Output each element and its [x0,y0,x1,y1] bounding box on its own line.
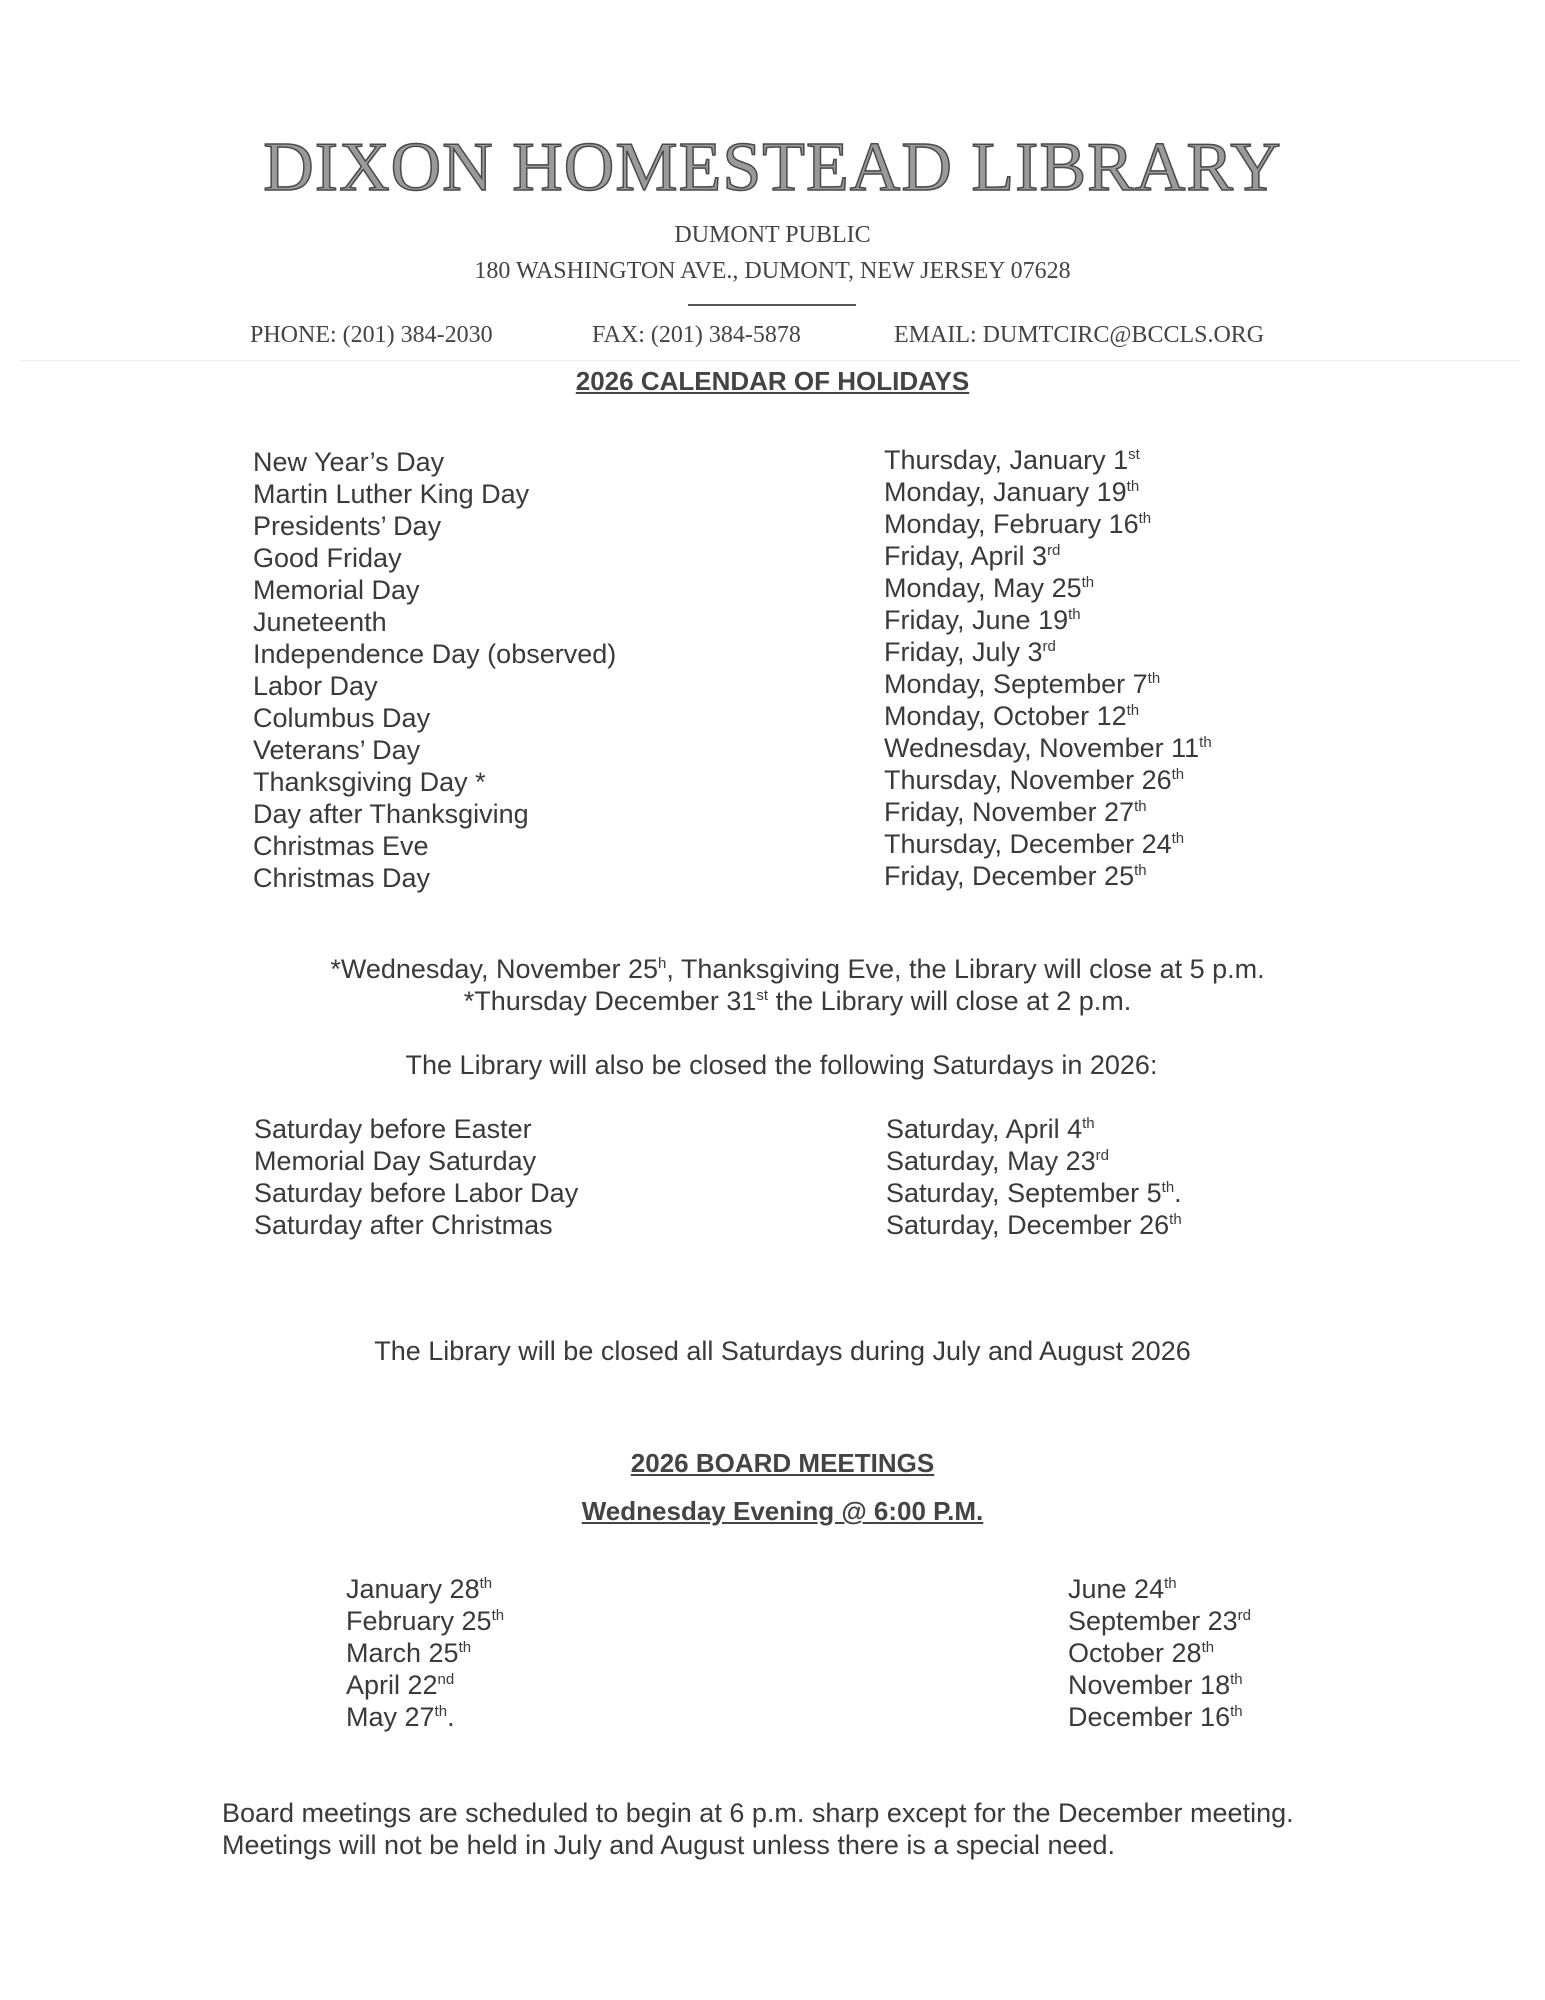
holiday-name-cell [253,542,402,574]
saturday-date-cell [886,1177,1182,1209]
holiday-name: New Year’s Day [253,447,445,477]
board-meeting-right [1068,1573,1177,1605]
holiday-name: Juneteenth [253,607,387,637]
holiday-date-suffix: st [1128,446,1140,463]
meeting-date: June 24 [1068,1574,1165,1604]
holiday-date-cell [884,540,1060,572]
saturday-date: Saturday, April 4 [886,1114,1083,1144]
holiday-date-suffix: rd [1042,638,1056,655]
holiday-date: Friday, July 3 [884,637,1043,667]
board-meeting-right [1068,1669,1243,1701]
holiday-name: Good Friday [253,543,402,573]
holiday-name-cell [253,446,444,478]
meeting-date: April 22 [346,1670,438,1700]
thanksgiving-eve-note [0,954,1545,985]
holiday-date: Friday, November 27 [884,797,1135,827]
holiday-date-cell [884,764,1184,796]
note-text: , Thanksgiving Eve, the Library will close at 5 p.m. [666,954,1265,984]
saturday-name: Saturday before Labor Day [254,1178,579,1208]
meeting-date: February 25 [346,1606,492,1636]
holiday-date-cell [884,796,1147,828]
saturday-date: Saturday, December 26 [886,1210,1170,1240]
board-footer-line-2: Meetings will not be held in July and August unless there is a special need. [222,1830,1116,1860]
holiday-date: Thursday, January 1 [884,445,1129,475]
holiday-date-suffix: th [1138,510,1152,527]
header-divider [688,304,856,306]
holiday-date: Friday, June 19 [884,605,1069,635]
meeting-date-suffix: th [491,1607,505,1624]
holiday-date: Monday, January 19 [884,477,1127,507]
holiday-date: Thursday, November 26 [884,765,1172,795]
board-footer-line-1: Board meetings are scheduled to begin at 6 p.m. sharp except for the December meeting. [222,1798,1294,1828]
board-meeting-right [1068,1637,1214,1669]
meeting-date-suffix: th [434,1703,448,1720]
board-meeting-left [346,1701,455,1733]
meeting-date-suffix: rd [1237,1607,1251,1624]
holiday-date-suffix: th [1081,574,1095,591]
holiday-date-cell [884,604,1081,636]
saturday-name-cell [254,1113,532,1145]
saturday-name: Memorial Day Saturday [254,1146,537,1176]
board-subheading: Wednesday Evening @ 6:00 P.M. [581,1496,984,1526]
saturday-date-cell [886,1145,1109,1177]
meeting-date-suffix: th [1201,1639,1215,1656]
holiday-name: Independence Day (observed) [253,639,617,669]
meeting-date-suffix: nd [437,1671,455,1688]
holiday-date: Monday, September 7 [884,669,1148,699]
holiday-date-cell [884,476,1139,508]
holiday-date-cell [884,636,1056,668]
meeting-date-suffix: th [1164,1575,1177,1592]
holidays-heading: 2026 CALENDAR OF HOLIDAYS [575,366,970,396]
holiday-date: Friday, April 3 [884,541,1048,571]
holiday-name: Labor Day [253,671,378,701]
library-address: 180 WASHINGTON AVE., DUMONT, NEW JERSEY 07628 [474,258,1071,284]
saturdays-intro: The Library will also be closed the following Saturdays in 2026: [405,1050,1158,1080]
holiday-name: Memorial Day [253,575,420,605]
holiday-date-suffix: th [1134,862,1147,879]
email-address: EMAIL: DUMTCIRC@BCCLS.ORG [894,322,1265,348]
holiday-date: Wednesday, November 11 [884,733,1200,763]
board-meeting-right [1068,1605,1251,1637]
holiday-name-cell [253,638,616,670]
board-heading: 2026 BOARD MEETINGS [630,1448,935,1478]
holiday-date-suffix: th [1171,830,1185,847]
holiday-name-cell [253,670,378,702]
scan-line [20,360,1520,361]
saturday-date: Saturday, September 5 [886,1178,1162,1208]
note-text: *Thursday December 31 [463,986,757,1016]
saturday-date-cell [886,1113,1095,1145]
holiday-name: Christmas Eve [253,831,429,861]
library-name: DIXON HOMESTEAD LIBRARY [263,129,1282,206]
meeting-date: December 16 [1068,1702,1231,1732]
holiday-name-cell [253,702,430,734]
holiday-date: Monday, February 16 [884,509,1139,539]
meeting-date: January 28 [346,1574,480,1604]
saturday-date: Saturday, May 23 [886,1146,1096,1176]
holiday-date-suffix: th [1199,734,1212,751]
holiday-date-suffix: th [1068,606,1081,623]
meeting-date-suffix: th [1230,1671,1243,1688]
saturday-date-suffix: th [1169,1211,1182,1228]
holiday-name-cell [253,766,486,798]
saturday-date-suffix: th [1161,1179,1175,1196]
note-suffix: st [756,987,769,1004]
holiday-date-suffix: th [1126,478,1140,495]
holiday-name: Thanksgiving Day * [253,767,486,797]
holiday-name-cell [253,734,420,766]
holiday-name-cell [253,830,429,862]
holiday-date-cell [884,572,1094,604]
holiday-date-cell [884,860,1147,892]
holiday-name: Veterans’ Day [253,735,421,765]
holiday-date: Friday, December 25 [884,861,1135,891]
saturday-name: Saturday before Easter [254,1114,532,1144]
note-suffix: h [658,955,667,972]
board-meeting-right [1068,1701,1243,1733]
holiday-date-cell [884,444,1140,476]
saturday-date-tail: . [1174,1178,1182,1208]
note-text: the Library will close at 2 p.m. [768,986,1132,1016]
meeting-date: November 18 [1068,1670,1231,1700]
board-meeting-left [346,1605,504,1637]
library-subtitle: DUMONT PUBLIC [674,222,871,248]
holiday-name-cell [253,862,430,894]
holiday-name-cell [253,606,387,638]
fax-number: FAX: (201) 384-5878 [592,322,801,348]
saturday-name: Saturday after Christmas [254,1210,553,1240]
saturday-name-cell [254,1209,553,1241]
holiday-name: Martin Luther King Day [253,479,530,509]
meeting-date-suffix: th [479,1575,493,1592]
meeting-date: May 27 [346,1702,435,1732]
saturday-date-suffix: th [1082,1115,1095,1132]
holiday-name-cell [253,798,529,830]
meeting-date-tail: . [447,1702,455,1732]
holiday-name-cell [253,478,529,510]
holiday-name-cell [253,574,420,606]
holiday-name-cell [253,510,441,542]
meeting-date: October 28 [1068,1638,1202,1668]
meeting-date: March 25 [346,1638,459,1668]
holiday-date: Thursday, December 24 [884,829,1172,859]
holiday-date-suffix: th [1171,766,1185,783]
meeting-date-suffix: th [458,1639,472,1656]
holiday-name: Christmas Day [253,863,431,893]
holiday-date-suffix: th [1126,702,1140,719]
holiday-date-cell [884,700,1139,732]
holiday-date: Monday, May 25 [884,573,1082,603]
saturday-date-suffix: rd [1095,1147,1109,1164]
holiday-date-suffix: rd [1047,542,1061,559]
saturday-name-cell [254,1145,536,1177]
holiday-name: Presidents’ Day [253,511,442,541]
note-text: *Wednesday, November 25 [330,954,659,984]
saturday-date-cell [886,1209,1182,1241]
summer-closure-note: The Library will be closed all Saturdays during July and August 2026 [374,1336,1191,1366]
meeting-date-suffix: th [1230,1703,1243,1720]
board-meeting-left [346,1669,454,1701]
holiday-date-cell [884,508,1151,540]
holiday-date: Monday, October 12 [884,701,1127,731]
holiday-date-suffix: th [1147,670,1161,687]
meeting-date: September 23 [1068,1606,1238,1636]
holiday-date-cell [884,668,1160,700]
holiday-name: Columbus Day [253,703,431,733]
holiday-date-cell [884,732,1212,764]
saturday-name-cell [254,1177,578,1209]
holiday-name: Day after Thanksgiving [253,799,529,829]
holiday-date-cell [884,828,1184,860]
phone-number: PHONE: (201) 384-2030 [250,322,493,348]
board-meeting-left [346,1573,492,1605]
new-years-eve-note [0,986,1545,1017]
board-meeting-left [346,1637,471,1669]
holiday-date-suffix: th [1134,798,1147,815]
